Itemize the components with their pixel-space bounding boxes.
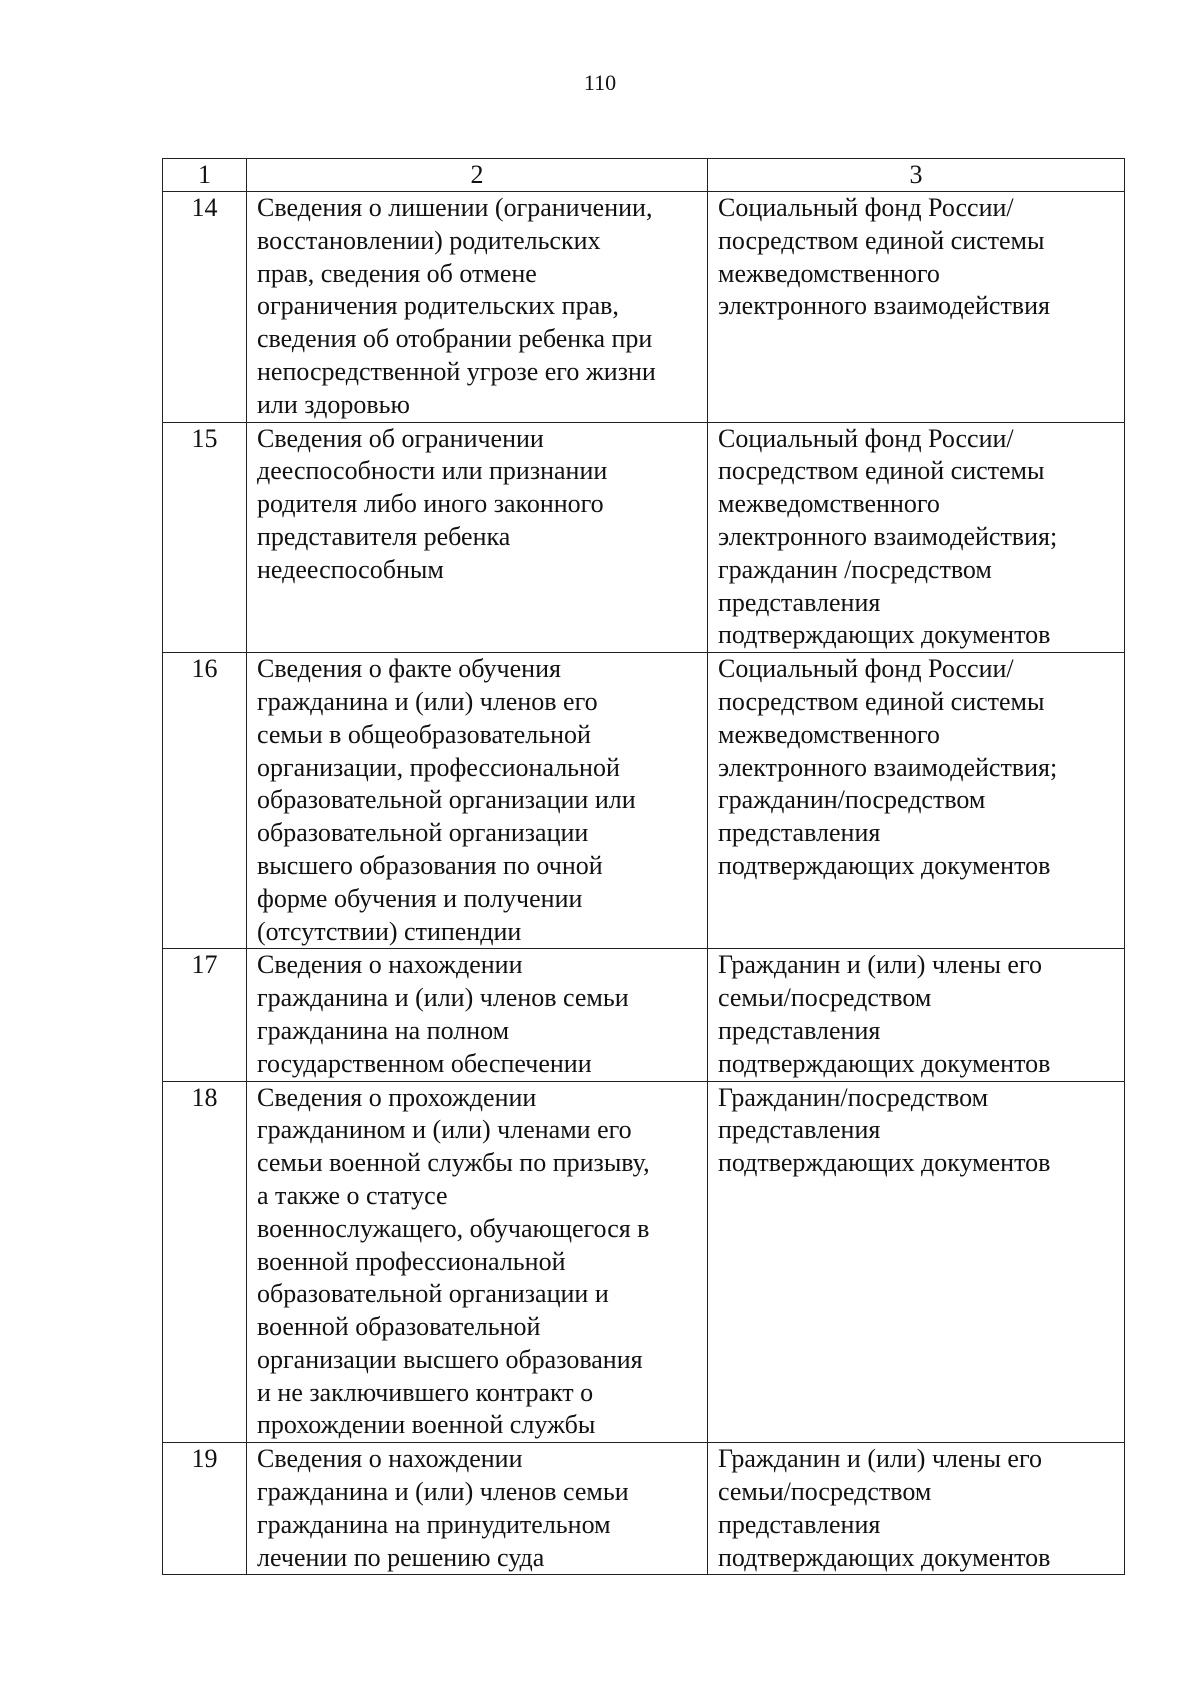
- information-source-cell: [708, 949, 1125, 1081]
- cell-line: образовательной организации: [257, 818, 589, 848]
- cell-line: прав, сведения об отмене: [257, 258, 537, 288]
- cell-line: представления: [718, 1015, 881, 1045]
- cell-line: или здоровью: [257, 389, 410, 419]
- table-row: [163, 422, 1125, 653]
- cell-line: высшего образования по очной: [257, 850, 603, 880]
- cell-line: (отсутствии) стипендии: [257, 916, 522, 946]
- cell-line: семьи в общеобразовательной: [257, 719, 591, 749]
- cell-line: Гражданин/посредством: [718, 1082, 989, 1112]
- cell-line: а также о статусе: [257, 1180, 448, 1210]
- table-row: [163, 1081, 1125, 1443]
- cell-line: подтверждающих документов: [718, 1148, 1051, 1178]
- cell-line: непосредственной угрозе его жизни: [257, 356, 656, 386]
- cell-line: форме обучения и получении: [257, 883, 583, 913]
- cell-line: организации, профессиональной: [257, 752, 620, 782]
- cell-line: гражданином и (или) членами его: [257, 1115, 632, 1145]
- cell-line: ограничения родительских прав,: [257, 291, 619, 321]
- cell-line: государственном обеспечении: [257, 1048, 592, 1078]
- information-description-cell: [247, 1081, 708, 1443]
- information-description-cell: [247, 422, 708, 653]
- cell-line: представления: [718, 587, 881, 617]
- cell-line: межведомственного: [718, 719, 940, 749]
- table-row: [163, 949, 1125, 1081]
- row-number: 14: [163, 192, 247, 423]
- cell-line: электронного взаимодействия;: [718, 752, 1058, 782]
- cell-line: семьи военной службы по призыву,: [257, 1148, 650, 1178]
- cell-line: военной профессиональной: [257, 1246, 566, 1276]
- information-source-cell: [708, 192, 1125, 423]
- cell-line: и не заключившего контракт о: [257, 1377, 594, 1407]
- cell-line: Социальный фонд России/: [718, 193, 1014, 222]
- cell-line: Сведения о лишении (ограничении,: [257, 193, 653, 222]
- page-number: 110: [583, 70, 617, 95]
- table-body: [163, 192, 1125, 1575]
- cell-line: представления: [718, 1509, 881, 1539]
- row-number: 19: [163, 1443, 247, 1575]
- cell-line: Сведения о прохождении: [257, 1082, 537, 1112]
- row-number: 17: [163, 949, 247, 1081]
- row-number: 15: [163, 422, 247, 653]
- information-description-cell: [247, 1443, 708, 1575]
- cell-line: подтверждающих документов: [718, 1048, 1051, 1078]
- cell-line: образовательной организации и: [257, 1279, 609, 1309]
- cell-line: недееспособным: [257, 554, 444, 584]
- cell-line: посредством единой системы: [718, 225, 1045, 255]
- data-table: [162, 158, 1125, 1575]
- information-source-cell: [708, 653, 1125, 949]
- cell-line: родителя либо иного законного: [257, 489, 604, 519]
- cell-line: лечении по решению суда: [257, 1542, 545, 1572]
- cell-line: сведения об отобрании ребенка при: [257, 324, 653, 354]
- cell-line: организации высшего образования: [257, 1344, 643, 1374]
- row-number: 18: [163, 1081, 247, 1443]
- information-source-cell: [708, 1081, 1125, 1443]
- cell-line: электронного взаимодействия;: [718, 521, 1058, 551]
- cell-line: Гражданин и (или) члены его: [718, 1444, 1042, 1474]
- cell-line: гражданина на принудительном: [257, 1509, 611, 1539]
- cell-line: Сведения о факте обучения: [257, 654, 561, 684]
- table-row: [163, 653, 1125, 949]
- cell-line: Социальный фонд России/: [718, 423, 1014, 453]
- row-number: 16: [163, 653, 247, 949]
- information-description-cell: [247, 949, 708, 1081]
- cell-line: подтверждающих документов: [718, 850, 1051, 880]
- cell-line: представления: [718, 1115, 881, 1145]
- cell-line: гражданина и (или) членов семьи: [257, 983, 629, 1013]
- table-row: [163, 192, 1125, 423]
- information-source-cell: [708, 422, 1125, 653]
- cell-line: представления: [718, 818, 881, 848]
- cell-line: межведомственного: [718, 258, 940, 288]
- cell-line: образовательной организации или: [257, 785, 636, 815]
- information-source-cell: [708, 1443, 1125, 1575]
- information-description-cell: [247, 192, 708, 423]
- cell-line: посредством единой системы: [718, 686, 1045, 716]
- cell-line: представителя ребенка: [257, 521, 511, 551]
- cell-line: подтверждающих документов: [718, 620, 1051, 650]
- cell-line: Сведения о нахождении: [257, 950, 523, 980]
- cell-line: гражданин/посредством: [718, 785, 986, 815]
- cell-line: восстановлении) родительских: [257, 225, 601, 255]
- column-header-3: 3: [708, 159, 1125, 192]
- cell-line: гражданина и (или) членов семьи: [257, 1477, 629, 1507]
- cell-line: Социальный фонд России/: [718, 654, 1014, 684]
- cell-line: семьи/посредством: [718, 1477, 932, 1507]
- cell-line: электронного взаимодействия: [718, 291, 1050, 321]
- cell-line: межведомственного: [718, 489, 940, 519]
- table-row: [163, 1443, 1125, 1575]
- column-header-2: 2: [247, 159, 708, 192]
- cell-line: подтверждающих документов: [718, 1542, 1051, 1572]
- table-header-row: [163, 159, 1125, 192]
- cell-line: военной образовательной: [257, 1312, 541, 1342]
- cell-line: семьи/посредством: [718, 983, 932, 1013]
- information-description-cell: [247, 653, 708, 949]
- cell-line: Сведения об ограничении: [257, 423, 544, 453]
- cell-line: посредством единой системы: [718, 456, 1045, 486]
- cell-line: Гражданин и (или) члены его: [718, 950, 1042, 980]
- cell-line: дееспособности или признании: [257, 456, 608, 486]
- cell-line: гражданин /посредством: [718, 554, 992, 584]
- cell-line: гражданина на полном: [257, 1015, 510, 1045]
- column-header-1: 1: [163, 159, 247, 192]
- cell-line: прохождении военной службы: [257, 1410, 596, 1440]
- cell-line: Сведения о нахождении: [257, 1444, 523, 1474]
- cell-line: военнослужащего, обучающегося в: [257, 1213, 650, 1243]
- cell-line: гражданина и (или) членов его: [257, 686, 598, 716]
